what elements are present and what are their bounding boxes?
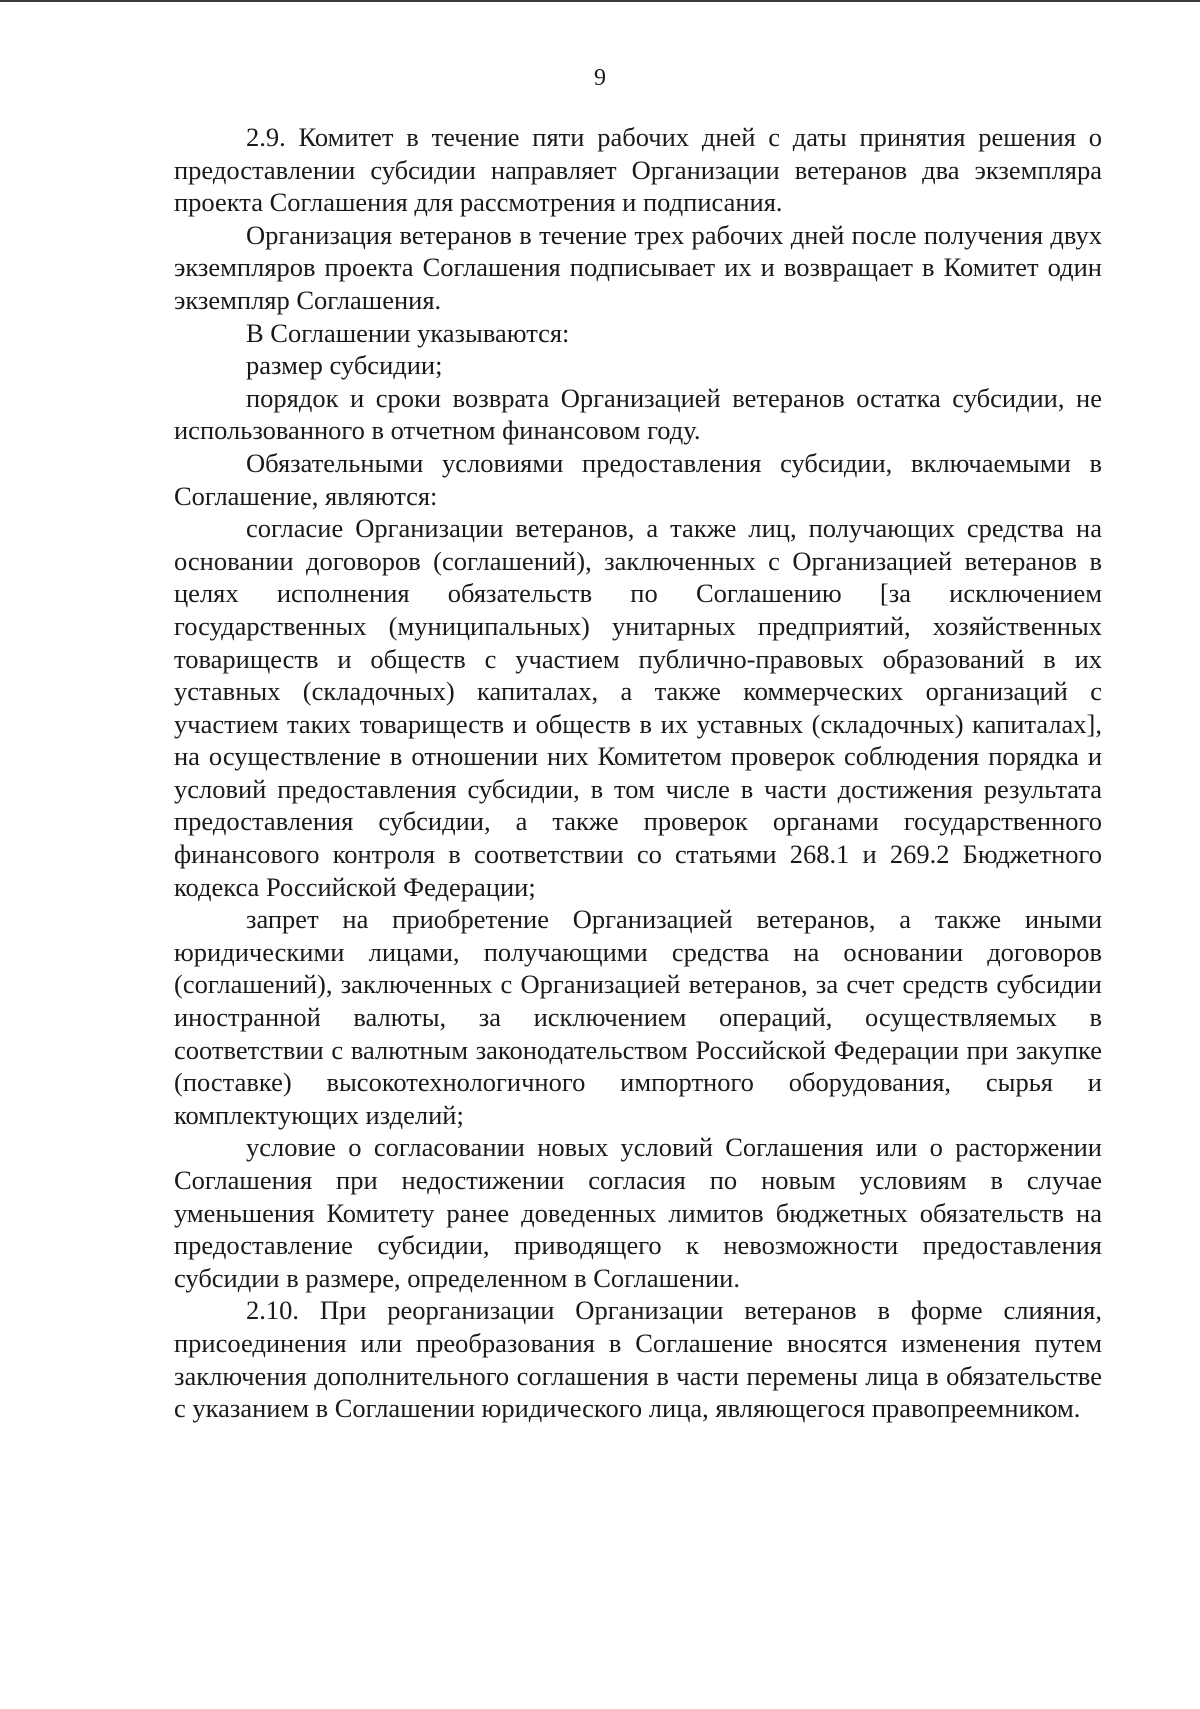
scan-top-border xyxy=(0,0,1200,2)
paragraph-2-9: 2.9. Комитет в течение пяти рабочих дней с даты принятия решения о предоставлении субсидии направляет Организации ветеранов два экземпляра проекта Соглашения для рассмотрения и подписания. xyxy=(174,122,1102,218)
paragraph-signing: Организация ветеранов в течение трех рабочих дней после получения двух экземпляров проекта Соглашения подписывает их и возвращает в Комитет один экземпляр Соглашения. xyxy=(174,219,1102,315)
paragraph-return-procedure: порядок и сроки возврата Организацией ветеранов остатка субсидии, не использованного в отчетном финансовом году. xyxy=(174,382,1102,446)
paragraph-2-10: 2.10. При реорганизации Организации ветеранов в форме слияния, присоединения или преобразования в Соглашение вносятся изменения путем заключения дополнительного соглашения в части перемены лица в обязательстве с указанием в Соглашении юридического лица, являющегося правопреемником. xyxy=(174,1295,1102,1424)
paragraph-consent-to-audits: согласие Организации ветеранов, а также лиц, получающих средства на основании договоров (соглашений), заключенных с Организацией ветеранов в целях исполнения обязательств по Соглашению [за исключением государственных (муниципальных) унитарных предприятий, хозяйственных товариществ и обществ с участием публично-правовых образований в их уставных (складочных) капиталах, а также коммерческих организаций с участием таких товариществ и обществ в их уставных (складочных) капиталах], на осуществление в отношении них Комитетом проверок соблюдения порядка и условий предоставления субсидии, в том числе в части достижения результата предоставления субсидии, а также проверок органами государственного финансового контроля в соответствии со статьями 268.1 и 269.2 Бюджетного кодекса Российской Федерации; xyxy=(174,513,1102,902)
paragraph-subsidy-amount: размер субсидии; xyxy=(246,350,443,381)
document-body xyxy=(174,121,1102,1425)
paragraph-mandatory-conditions: Обязательными условиями предоставления субсидии, включаемыми в Соглашение, являются: xyxy=(174,447,1102,511)
paragraph-currency-ban: запрет на приобретение Организацией ветеранов, а также иными юридическими лицами, получающими средства на основании договоров (соглашений), заключенных с Организацией ветеранов, за счет средств субсидии иностранной валюты, за исключением операций, осуществляемых в соответствии с валютным законодательством Российской Федерации при закупке (поставке) высокотехнологичного импортного оборудования, сырья и комплектующих изделий; xyxy=(174,904,1102,1130)
paragraph-new-conditions: условие о согласовании новых условий Соглашения или о расторжении Соглашения при недостижении согласия по новым условиям в случае уменьшения Комитету ранее доведенных лимитов бюджетных обязательств на предоставление субсидии, приводящего к невозможности предоставления субсидии в размере, определенном в Соглашении. xyxy=(174,1132,1102,1293)
paragraph-agreement-contents: В Соглашении указываются: xyxy=(246,317,570,348)
page-number: 9 xyxy=(594,65,606,91)
